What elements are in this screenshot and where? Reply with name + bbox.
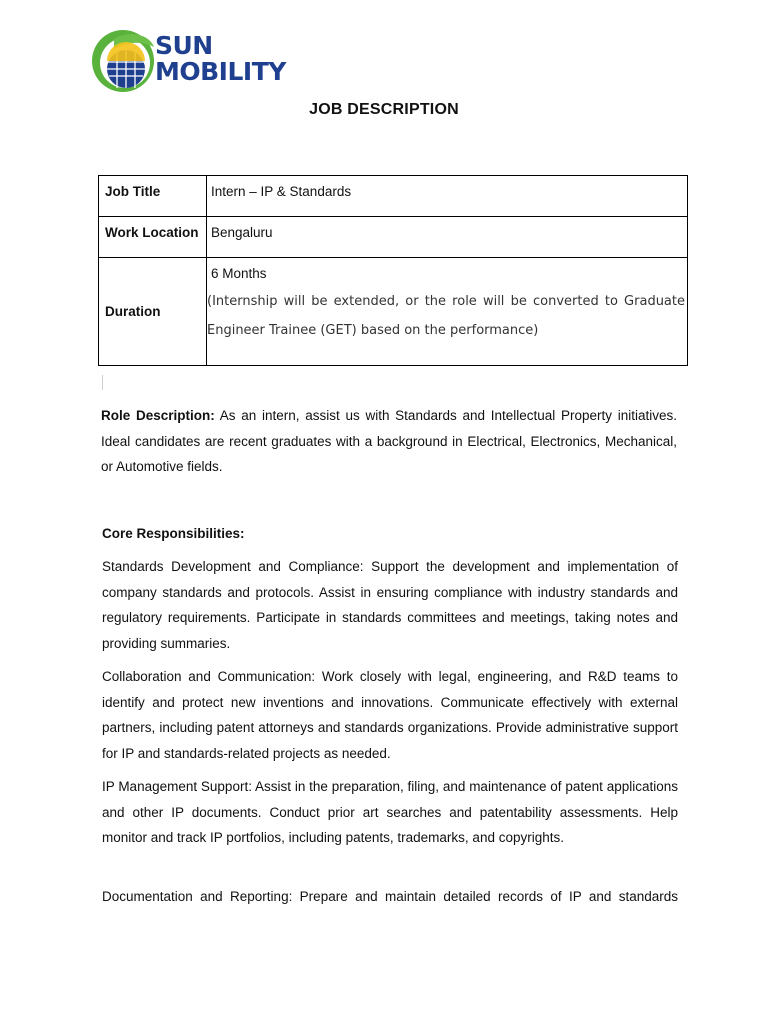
table-row (99, 258, 688, 366)
duration-note: (Internship will be extended, or the role will be converted to Graduate Engineer Trainee (GET) based on the performance) (207, 294, 685, 338)
duration-cell (207, 258, 688, 366)
sun-mobility-logo-icon (90, 27, 156, 95)
table-row (99, 217, 688, 258)
responsibility-paragraph: Collaboration and Communication: Work closely with legal, engineering, and R&D teams to identify and protect new inventions and innovations. Communicate effectively with external partners, including patent attorneys and standards organizations. Provide administrative support for IP and standards-related projects as needed. (102, 669, 678, 761)
job-title-value: Intern – IP & Standards (207, 176, 688, 217)
duration-value: 6 Months (211, 266, 267, 281)
location-label: Work Location (99, 217, 207, 258)
table-row (99, 176, 688, 217)
duration-label: Duration (99, 258, 207, 366)
location-value: Bengaluru (207, 217, 688, 258)
logo-line-1: SUN (155, 31, 213, 60)
logo-wordmark (155, 33, 286, 85)
responsibility-paragraph: Documentation and Reporting: Prepare and maintain detailed records of IP and standards (102, 889, 678, 904)
document-title: JOB DESCRIPTION (309, 101, 459, 118)
responsibility-paragraph: Standards Development and Compliance: Support the development and implementation of company standards and protocols. Assist in ensuring compliance with industry standards and regulatory requirements. Participate in standards committees and meetings, taking notes and providing summaries. (102, 559, 678, 651)
core-responsibilities-heading: Core Responsibilities: (102, 526, 245, 541)
job-details-table (98, 175, 688, 366)
job-title-label: Job Title (99, 176, 207, 217)
logo-line-2: MOBILITY (155, 57, 286, 86)
role-description (101, 403, 677, 480)
text-cursor (102, 375, 103, 390)
role-description-label: Role Description: (101, 408, 215, 423)
responsibility-paragraph: IP Management Support: Assist in the preparation, filing, and maintenance of patent applications and other IP documents. Conduct prior art searches and patentability assessments. Help monitor and track IP portfolios, including patents, trademarks, and copyrights. (102, 779, 678, 846)
role-description-text: As an intern, assist us with Standards and Intellectual Property initiatives. Ideal candidates are recent graduates with a background in Electrical, Electronics, Mechanical, or Automotive fields. (101, 408, 677, 475)
company-logo (90, 27, 290, 95)
